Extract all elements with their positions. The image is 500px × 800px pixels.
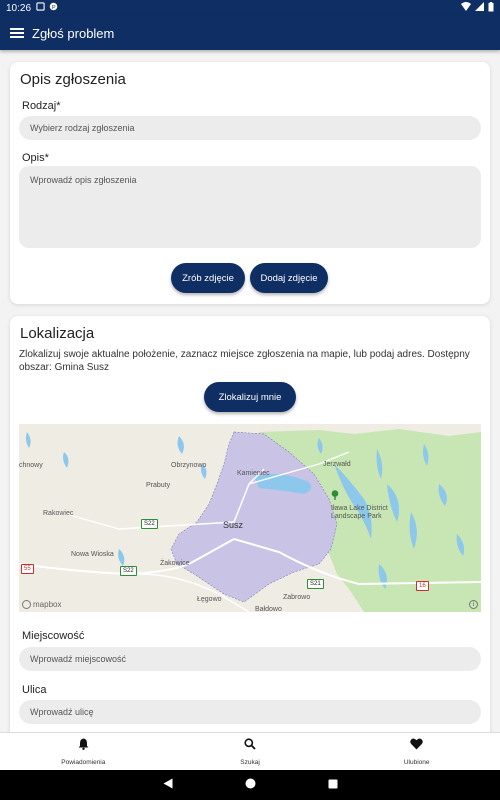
description-label: Opis*: [22, 152, 49, 164]
svg-text:P: P: [52, 4, 56, 11]
map-label-zabrowo: Zabrowo: [283, 594, 311, 601]
map-label-jerzwald: Jerzwałd: [323, 461, 351, 468]
nav-notifications-label: Powiadomienia: [61, 759, 106, 766]
type-label: Rodzaj*: [22, 100, 61, 112]
nav-favorites[interactable]: [333, 733, 500, 770]
heart-icon: [410, 737, 423, 755]
road-badge-s22: S22: [141, 519, 158, 529]
road-badge-55: 55: [21, 564, 34, 574]
map-label-susz: Susz: [223, 520, 244, 530]
map-label-chnowy: chnowy: [19, 462, 43, 469]
location-description: Zlokalizuj swoje aktualne położenie, zaznacz miejsce zgłoszenia na mapie, lub podaj adres. Dostępny obszar: Gmina Susz: [19, 349, 470, 373]
bottom-navigation: [0, 732, 500, 770]
back-icon[interactable]: [163, 776, 173, 794]
bell-icon: [78, 737, 89, 755]
nav-search[interactable]: [167, 733, 334, 770]
nav-favorites-label: Ulubione: [403, 759, 430, 766]
road-badge-16: 16: [416, 581, 429, 591]
street-label: Ulica: [22, 684, 47, 696]
mapbox-label: mapbox: [33, 600, 62, 609]
city-input[interactable]: Wprowadź miejscowość: [19, 647, 481, 671]
map-label-park: Iława Lake District Landscape Park: [331, 505, 388, 520]
location-heading: Lokalizacja: [20, 325, 95, 342]
map-graphics: [19, 424, 481, 612]
road-badge-s22-2: S22: [120, 566, 137, 576]
map-label-nowa-wioska: Nowa Wioska: [71, 551, 114, 558]
map-label-legowo: Łęgowo: [197, 596, 222, 603]
take-photo-button[interactable]: Zrób zdjęcie: [171, 263, 245, 293]
map-label-baldowo: Bałdowo: [255, 606, 282, 612]
locate-me-button[interactable]: Zlokalizuj mnie: [204, 382, 296, 412]
report-heading: Opis zgłoszenia: [20, 71, 126, 88]
mapbox-attribution[interactable]: [22, 600, 61, 609]
form-content[interactable]: [0, 50, 500, 732]
system-navigation: [0, 770, 500, 800]
street-input[interactable]: Wprowadź ulicę: [19, 700, 481, 724]
road-badge-s21: S21: [307, 579, 324, 589]
location-card: [10, 316, 490, 732]
signal-icon: [475, 2, 484, 14]
type-select[interactable]: Wybierz rodzaj zgłoszenia: [19, 116, 481, 140]
wifi-icon: [461, 2, 471, 14]
mapbox-logo-icon: [22, 600, 31, 609]
description-field[interactable]: Wprowadź opis zgłoszenia: [19, 166, 481, 248]
status-time: 10:26: [6, 2, 32, 14]
add-photo-button[interactable]: Dodaj zdjęcie: [250, 263, 328, 293]
nav-notifications[interactable]: [0, 733, 167, 770]
menu-icon[interactable]: [10, 26, 24, 40]
nav-search-label: Szukaj: [240, 759, 260, 766]
app-notification-icon: [49, 2, 58, 14]
map-label-obrzynowo: Obrzynowo: [171, 462, 207, 469]
app-bar: [0, 16, 500, 50]
home-icon[interactable]: [245, 776, 256, 794]
map-label-kamieniec: Kamieniec: [237, 470, 270, 477]
page-title: Zgłoś problem: [32, 25, 115, 41]
search-icon: [244, 737, 256, 755]
notification-icon: [36, 2, 45, 14]
recents-icon[interactable]: [328, 776, 338, 794]
city-label: Miejscowość: [22, 630, 85, 642]
map-label-zakowice: Żakowice: [160, 560, 190, 567]
map-label-prabuty: Prabuty: [146, 482, 171, 489]
battery-icon: [488, 2, 494, 15]
location-map[interactable]: [19, 424, 481, 612]
status-bar: [0, 0, 500, 16]
map-label-rakowiec: Rakowiec: [43, 510, 74, 517]
report-description-card: [10, 62, 490, 304]
map-info-icon[interactable]: i: [469, 600, 478, 609]
